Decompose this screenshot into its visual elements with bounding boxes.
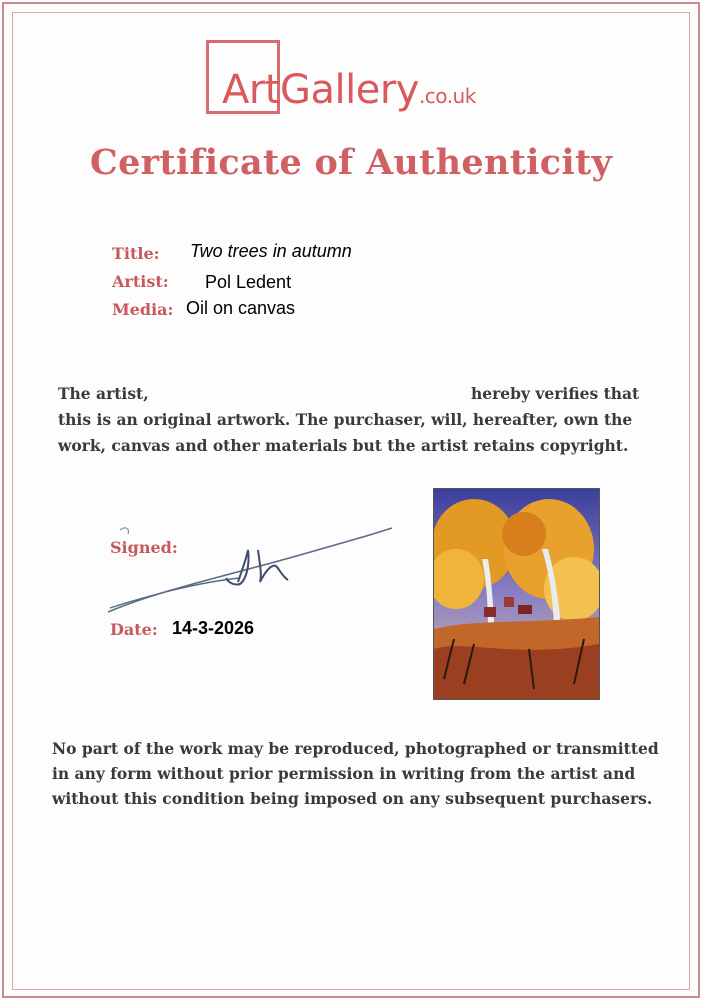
certificate-title: Certificate of Authenticity bbox=[89, 142, 613, 183]
signature-graphic bbox=[100, 520, 400, 620]
media-value: Oil on canvas bbox=[186, 298, 296, 318]
notice-line-1: No part of the work may be reproduced, photographed or transmitted bbox=[52, 739, 659, 758]
verification-prefix: The artist, bbox=[58, 384, 149, 403]
logo-main: ArtGallery bbox=[222, 67, 419, 113]
artist-label: Artist: bbox=[112, 272, 169, 291]
verification-line-3: work, canvas and other materials but the artist retains copyright. bbox=[58, 436, 629, 455]
media-label: Media: bbox=[112, 300, 174, 319]
date-value: 14-3-2026 bbox=[172, 618, 255, 638]
logo bbox=[222, 66, 476, 120]
notice-line-3: without this condition being imposed on any subsequent purchasers. bbox=[52, 789, 653, 808]
title-value: Two trees in autumn bbox=[190, 241, 352, 261]
verification-line-2: this is an original artwork. The purchaser, will, hereafter, own the bbox=[58, 410, 633, 429]
title-label: Title: bbox=[112, 244, 160, 263]
artwork-image bbox=[433, 488, 600, 700]
signed-label: Signed: bbox=[110, 538, 178, 557]
date-label: Date: bbox=[110, 620, 158, 639]
logo-suffix: .co.uk bbox=[418, 84, 476, 108]
verification-suffix: hereby verifies that bbox=[471, 384, 640, 403]
notice-line-2: in any form without prior permission in writing from the artist and bbox=[52, 764, 636, 783]
artist-value: Pol Ledent bbox=[205, 272, 292, 292]
